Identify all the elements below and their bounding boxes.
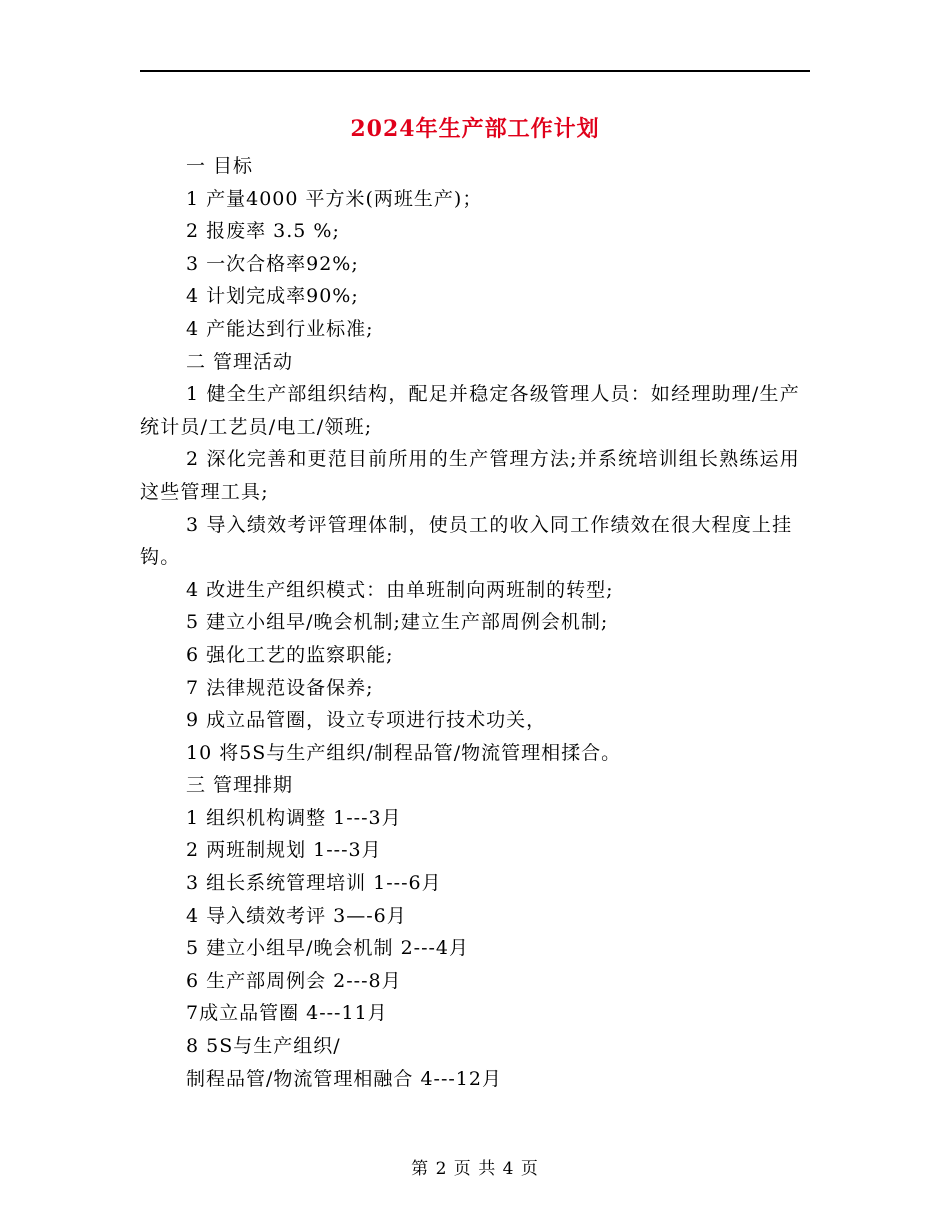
section-heading: 三 管理排期 xyxy=(186,774,294,797)
schedule-item: 3 组长系统管理培训 1---6月 xyxy=(186,872,442,895)
paragraph: 4 产能达到行业标准; xyxy=(186,317,374,340)
section-heading: 二 管理活动 xyxy=(186,350,294,373)
schedule-item: 1 组织机构调整 1---3月 xyxy=(186,806,402,829)
paragraph: 3 一次合格率92%; xyxy=(186,252,359,275)
paragraph: 2 深化完善和更范目前所用的生产管理方法;并系统培训组长熟练运用这些管理工具; xyxy=(140,448,800,503)
paragraph: 5 建立小组早/晚会机制;建立生产部周例会机制; xyxy=(186,611,609,634)
paragraph: 1 健全生产部组织结构，配足并稳定各级管理人员：如经理助理/生产统计员/工艺员/电工/领班; xyxy=(140,383,800,438)
paragraph: 7 法律规范设备保养; xyxy=(186,676,374,699)
document-title: 2024年生产部工作计划 xyxy=(350,116,600,142)
section-heading: 一 目标 xyxy=(186,155,254,177)
paragraph: 10 将5S与生产组织/制程品管/物流管理相揉合。 xyxy=(186,741,622,764)
schedule-item: 制程品管/物流管理相融合 4---12月 xyxy=(186,1067,502,1090)
schedule-item: 8 5S与生产组织/ xyxy=(186,1035,341,1058)
document-body xyxy=(140,150,812,1095)
schedule-item: 4 导入绩效考评 3—-6月 xyxy=(186,904,407,927)
schedule-item: 7成立品管圈 4---11月 xyxy=(186,1002,388,1025)
paragraph: 1 产量4000 平方米(两班生产)； xyxy=(186,187,483,210)
schedule-item: 5 建立小组早/晚会机制 2---4月 xyxy=(186,937,470,960)
paragraph: 4 计划完成率90%; xyxy=(186,285,359,308)
schedule-item: 6 生产部周例会 2---8月 xyxy=(186,969,402,992)
paragraph: 9 成立品管圈，设立专项进行技术功关， xyxy=(186,709,547,732)
header-rule xyxy=(140,70,810,72)
paragraph: 4 改进生产组织模式：由单班制向两班制的转型; xyxy=(186,578,614,601)
paragraph: 3 导入绩效考评管理体制，使员工的收入同工作绩效在很大程度上挂钩。 xyxy=(140,513,793,569)
paragraph: 2 报废率 3.5 %; xyxy=(186,220,340,243)
schedule-item: 2 两班制规划 1---3月 xyxy=(186,839,382,862)
page-number-footer: 第 2 页 共 4 页 xyxy=(411,1159,539,1179)
paragraph: 6 强化工艺的监察职能; xyxy=(186,643,394,666)
